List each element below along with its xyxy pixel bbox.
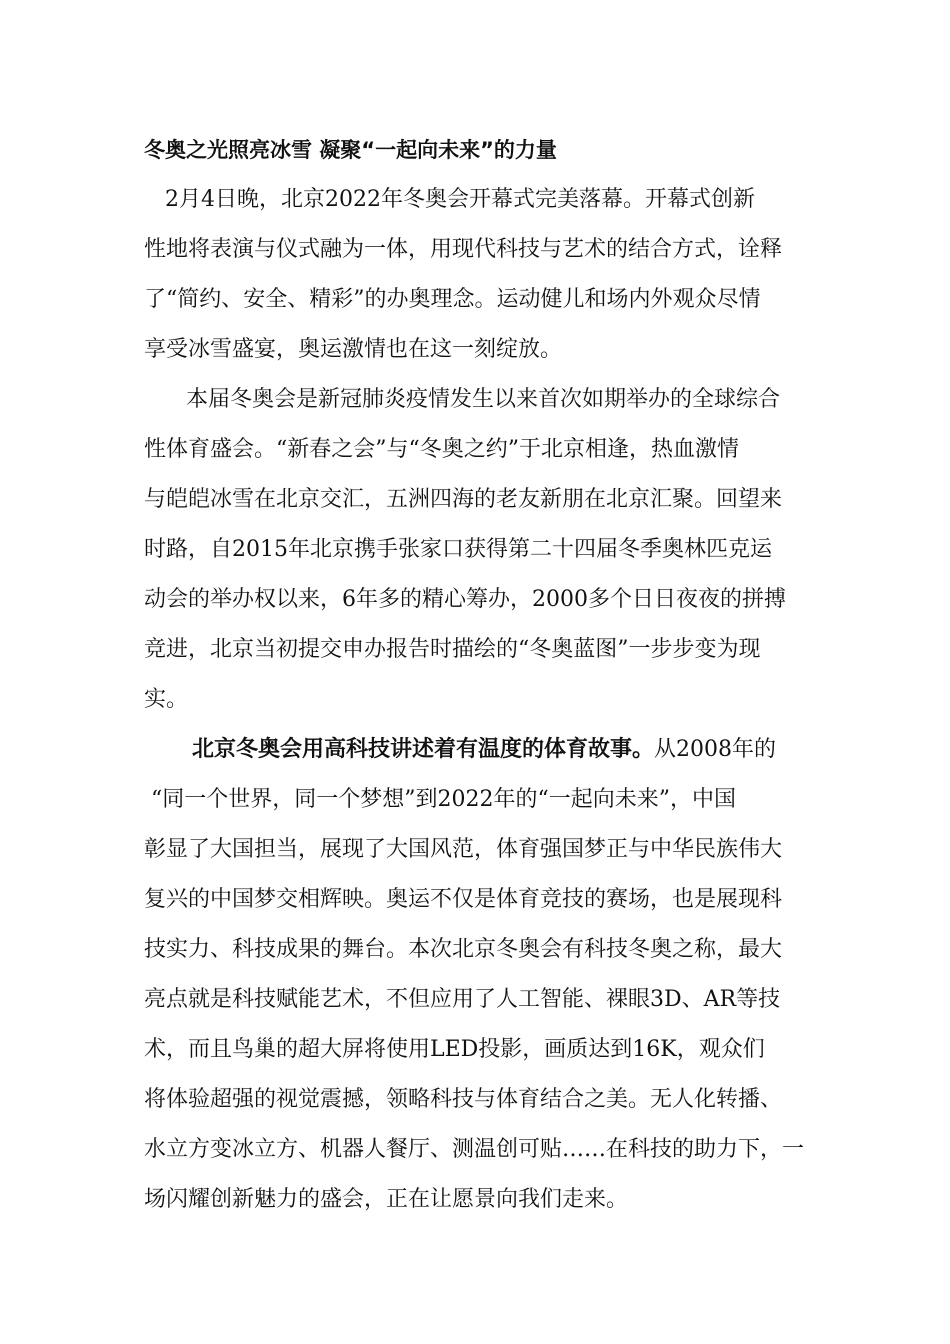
paragraph-line: 场闪耀创新魅力的盛会，正在让愿景向我们走来。: [144, 1187, 629, 1212]
paragraph-line: 性体育盛会。“新春之会”与“冬奥之约”于北京相逢，热血激情: [144, 437, 739, 462]
paragraph-first-line: [144, 725, 808, 775]
paragraph-lead-rest: 从2008年的: [654, 737, 777, 762]
document-title: 冬奥之光照亮冰雪 凝聚“一起向未来”的力量: [144, 138, 557, 162]
paragraph-line: 时路，自2015年北京携手张家口获得第二十四届冬季奥林匹克运: [144, 537, 772, 562]
paragraph-line: 亮点就是科技赋能艺术，不但应用了人工智能、裸眼3D、AR等技: [144, 987, 781, 1012]
paragraph-2: [144, 375, 808, 725]
paragraph-line: 与皑皑冰雪在北京交汇，五洲四海的老友新朋在北京汇聚。回望来: [144, 487, 783, 512]
paragraph-3: [144, 725, 808, 1225]
paragraph-line: 术，而且鸟巢的超大屏将使用LED投影，画质达到16K，观众们: [144, 1037, 765, 1062]
paragraph-1: [144, 175, 808, 375]
paragraph-line: 本届冬奥会是新冠肺炎疫情发生以来首次如期举办的全球综合: [144, 387, 780, 412]
paragraph-line: “同一个世界，同一个梦想”到2022年的“一起向未来”，中国: [144, 787, 736, 812]
paragraph-line: 动会的举办权以来，6年多的精心筹办，2000多个日日夜夜的拼搏: [144, 587, 786, 612]
paragraph-line: 水立方变冰立方、机器人餐厅、测温创可贴……在科技的助力下，一: [144, 1137, 805, 1162]
paragraph-lead-bold: 北京冬奥会用高科技讲述着有温度的体育故事。: [192, 737, 655, 762]
paragraph-line: 将体验超强的视觉震撼，领略科技与体育结合之美。无人化转播、: [144, 1087, 783, 1112]
paragraph-line: 实。: [144, 687, 189, 712]
paragraph-line: 技实力、科技成果的舞台。本次北京冬奥会有科技冬奥之称，最大: [144, 937, 783, 962]
document-page: [144, 125, 808, 1225]
paragraph-line: 2月4日晚，北京2022年冬奥会开幕式完美落幕。开幕式创新: [144, 187, 755, 212]
paragraph-line: 享受冰雪盛宴，奥运激情也在这一刻绽放。: [144, 337, 563, 362]
paragraph-line: 了“简约、安全、精彩”的办奥理念。运动健儿和场内外观众尽情: [144, 287, 761, 312]
paragraph-line: 复兴的中国梦交相辉映。奥运不仅是体育竞技的赛场，也是展现科: [144, 887, 783, 912]
paragraph-line: 性地将表演与仪式融为一体，用现代科技与艺术的结合方式，诠释: [144, 237, 783, 262]
paragraph-line: 彰显了大国担当，展现了大国风范，体育强国梦正与中华民族伟大: [144, 837, 783, 862]
paragraph-line: 竞进，北京当初提交申办报告时描绘的“冬奥蓝图”一步步变为现: [144, 637, 761, 662]
